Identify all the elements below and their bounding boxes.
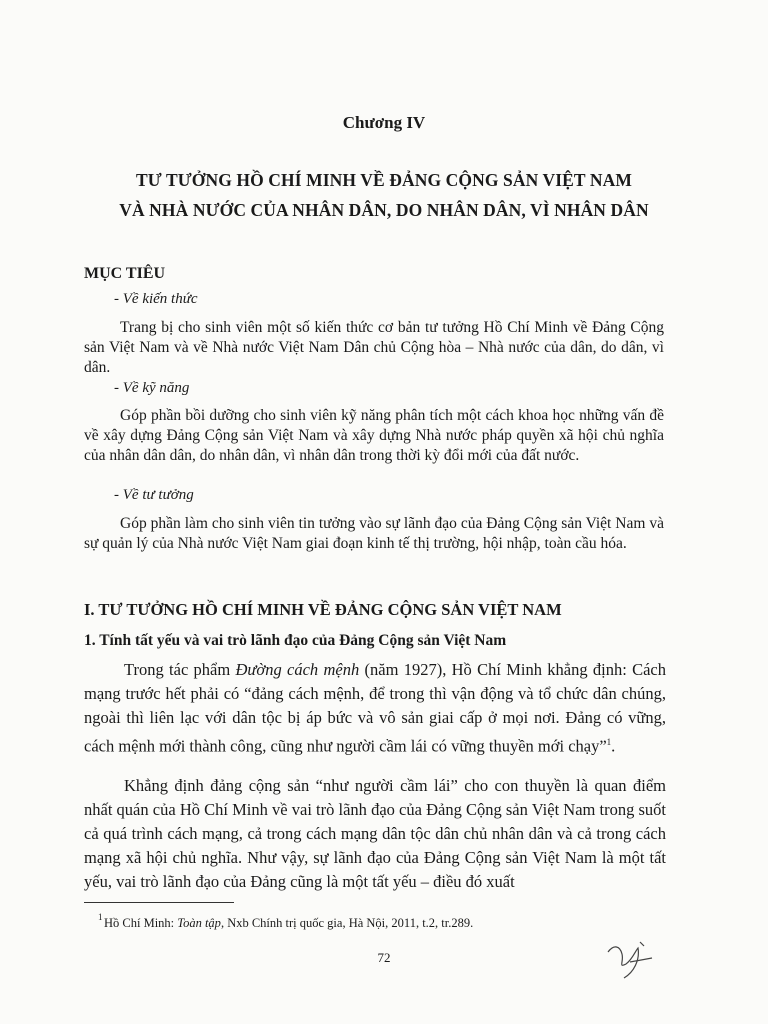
- skills-paragraph: Góp phần bồi dưỡng cho sinh viên kỹ năng phân tích một cách khoa học những vấn đề về xây dựng Đảng Cộng sản Việt Nam và xây dựng Nhà nước pháp quyền xã hội chủ nghĩa của nhân dân dân, do nhân dân, vì nhân dân trong thời kỳ đổi mới của đất nước.: [84, 407, 664, 464]
- ideology-paragraph: Góp phần làm cho sinh viên tin tưởng vào sự lãnh đạo của Đảng Cộng sản Việt Nam và sự quản lý của Nhà nước Việt Nam giai đoạn kinh tế thị trường, hội nhập, toàn cầu hóa.: [84, 515, 664, 552]
- ideology-label: - Về tư tưởng: [114, 487, 194, 503]
- chapter-label: Chương IV: [342, 113, 426, 132]
- skills-label: - Về kỹ năng: [114, 380, 190, 396]
- footnote-details: , Nxb Chính trị quốc gia, Hà Nội, 2011, t.2, tr.289.: [220, 916, 474, 930]
- section-1-heading: I. TƯ TƯỞNG HỒ CHÍ MINH VỀ ĐẢNG CỘNG SẢN VIỆT NAM: [84, 600, 562, 619]
- chapter-title-line-1: TƯ TƯỞNG HỒ CHÍ MINH VỀ ĐẢNG CỘNG SẢN VIỆT NAM: [136, 170, 632, 190]
- footnote: [104, 916, 473, 931]
- chapter-title-line-2: VÀ NHÀ NƯỚC CỦA NHÂN DÂN, DO NHÂN DÂN, VÌ NHÂN DÂN: [119, 200, 649, 220]
- knowledge-label: - Về kiến thức: [114, 291, 198, 307]
- paragraph-2: Khẳng định đảng cộng sản “như người cầm lái” cho con thuyền là quan điểm nhất quán của Hồ Chí Minh về vai trò lãnh đạo của Đảng Cộng sản Việt Nam trong suốt cả quá trình cách mạng, cả trong cách mạng dân tộc dân chủ nhân dân và cả trong cách mạng xã hội chủ nghĩa. Như vậy, sự lãnh đạo của Đảng Cộng sản Việt Nam là một tất yếu, vai trò lãnh đạo của Đảng cũng là một tất yếu – điều đó xuất: [84, 776, 666, 891]
- footnote-reference[interactable]: 1: [606, 737, 612, 747]
- subsection-1-heading: 1. Tính tất yếu và vai trò lãnh đạo của Đảng Cộng sản Việt Nam: [84, 632, 507, 649]
- knowledge-paragraph: Trang bị cho sinh viên một số kiến thức cơ bản tư tưởng Hồ Chí Minh về Đảng Cộng sản Việt Nam và về Nhà nước Việt Nam Dân chủ Cộng hòa – Nhà nước của dân, do dân, vì dân.: [84, 319, 664, 376]
- paragraph-1-body: (năm 1927), Hồ Chí Minh khẳng định: Cách mạng trước hết phải có “đảng cách mệnh, để trong thì vận động và tổ chức dân chúng, ngoài thì liên lạc với dân tộc bị áp bức và vô sản giai cấp ở mọi nơi. Đảng có vững, cách mệnh mới thành công, cũng như người cầm lái có vững thuyền mới chạy”: [84, 660, 666, 756]
- footnote-work-title: Toàn tập: [177, 916, 221, 930]
- footnote-author: Hồ Chí Minh:: [104, 916, 178, 930]
- paragraph-1-work-title: Đường cách mệnh: [235, 660, 360, 679]
- page-number: 72: [377, 950, 391, 965]
- handwritten-initial-mark: [600, 938, 660, 983]
- footnote-divider: [84, 902, 234, 903]
- objectives-heading: MỤC TIÊU: [84, 265, 166, 282]
- paragraph-1-end: .: [611, 736, 616, 756]
- paragraph-1: [84, 658, 666, 759]
- paragraph-1-intro: Trong tác phẩm: [124, 660, 236, 679]
- footnote-mark: 1: [98, 912, 103, 922]
